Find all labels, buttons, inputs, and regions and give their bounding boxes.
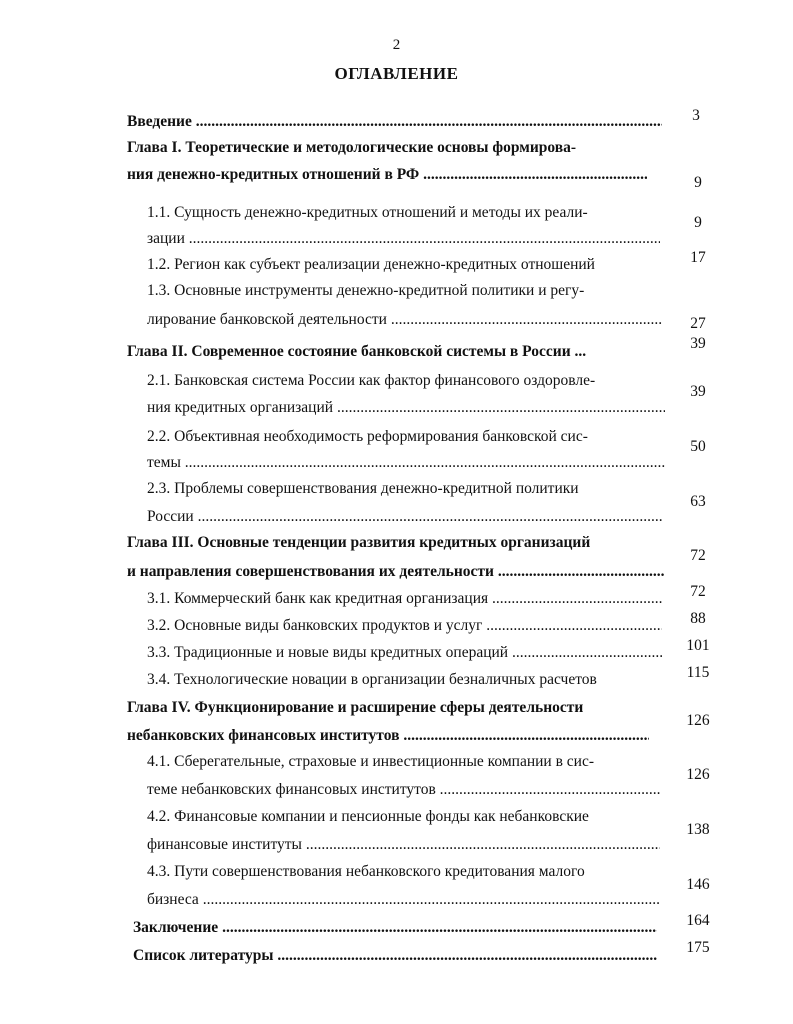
- toc-entry-3-2: 3.2. Основные виды банковских продуктов и услуг .....: [147, 616, 662, 636]
- toc-entry-chapter-1: Глава I. Теоретические и методологические основы формирова-: [127, 139, 577, 156]
- page-number: 2: [392, 37, 401, 53]
- toc-entry-4-3: 4.3. Пути совершенствования небанковского кредитования малого: [147, 863, 585, 880]
- toc-entry-2-2-cont: темы .....: [147, 453, 665, 473]
- toc-entry-2-1: 2.1. Банковская система России как фактор финансового оздоровле-: [147, 372, 596, 389]
- toc-title: ОГЛАВЛЕНИЕ: [334, 64, 459, 83]
- toc-entry-4-2: 4.2. Финансовые компании и пенсионные фонды как небанковские: [147, 808, 589, 825]
- toc-entry-3-1: 3.1. Коммерческий банк как кредитная организация .....: [147, 589, 662, 609]
- toc-page: 101: [686, 637, 710, 654]
- toc-entry-4-1: 4.1. Сберегательные, страховые и инвестиционные компании в сис-: [147, 753, 594, 770]
- toc-page: 138: [686, 821, 710, 838]
- toc-page: 17: [690, 249, 706, 266]
- toc-entry-4-1-cont: теме небанковских финансовых институтов .....: [147, 780, 660, 800]
- toc-entry-4-2-cont: финансовые институты .....: [147, 835, 660, 855]
- toc-page: 126: [686, 766, 710, 783]
- toc-entry-bibliography: Список литературы .....: [133, 946, 657, 966]
- toc-page: 164: [686, 912, 710, 929]
- toc-entry-chapter-2: Глава II. Современное состояние банковской системы в России ...: [127, 343, 587, 360]
- toc-entry-chapter-1-cont: ния денежно-кредитных отношений в РФ .....: [127, 165, 647, 185]
- toc-page: 126: [686, 712, 710, 729]
- toc-entry-1-1: 1.1. Сущность денежно-кредитных отношений и методы их реали-: [147, 204, 588, 221]
- toc-page: 88: [690, 610, 706, 627]
- toc-entry-1-1-cont: зации .....: [147, 229, 660, 249]
- toc-page: 146: [686, 876, 710, 893]
- toc-entry-intro: Введение .....: [127, 112, 662, 132]
- toc-page: 9: [694, 174, 702, 191]
- toc-page: 63: [690, 493, 706, 510]
- toc-entry-chapter-4-cont: небанковских финансовых институтов .....: [127, 726, 649, 746]
- toc-entry-2-1-cont: ния кредитных организаций .....: [147, 398, 665, 418]
- toc-page: 3: [692, 107, 700, 124]
- toc-entry-conclusion: Заключение .....: [133, 918, 657, 938]
- toc-entry-chapter-3: Глава III. Основные тенденции развития кредитных организаций: [127, 534, 591, 551]
- toc-entry-4-3-cont: бизнеса .....: [147, 890, 660, 910]
- toc-entry-2-2: 2.2. Объективная необходимость реформирования банковской сис-: [147, 428, 588, 445]
- toc-entry-1-3: 1.3. Основные инструменты денежно-кредитной политики и регу-: [147, 282, 585, 299]
- toc-page: 39: [690, 383, 706, 400]
- toc-entry-1-3-cont: лирование банковской деятельности .....: [147, 310, 662, 330]
- toc-entry-3-4: 3.4. Технологические новации в организации безналичных расчетов: [147, 671, 597, 688]
- toc-entry-2-3: 2.3. Проблемы совершенствования денежно-кредитной политики: [147, 480, 579, 497]
- toc-entry-chapter-4: Глава IV. Функционирование и расширение сферы деятельности: [127, 699, 584, 716]
- toc-page: 39: [690, 335, 706, 352]
- toc-page: 175: [686, 939, 710, 956]
- toc-page: 115: [686, 664, 710, 681]
- toc-page: 50: [690, 438, 706, 455]
- toc-page: 72: [690, 547, 706, 564]
- toc-page: 27: [690, 315, 706, 332]
- toc-entry-3-3: 3.3. Традиционные и новые виды кредитных операций .....: [147, 643, 662, 663]
- toc-page: 9: [694, 214, 702, 231]
- toc-entry-1-2: 1.2. Регион как субъект реализации денежно-кредитных отношений: [147, 256, 595, 273]
- toc-entry-chapter-3-cont: и направления совершенствования их деятельности .....: [127, 562, 664, 582]
- toc-entry-2-3-cont: России .....: [147, 507, 662, 527]
- toc-page: 72: [690, 583, 706, 600]
